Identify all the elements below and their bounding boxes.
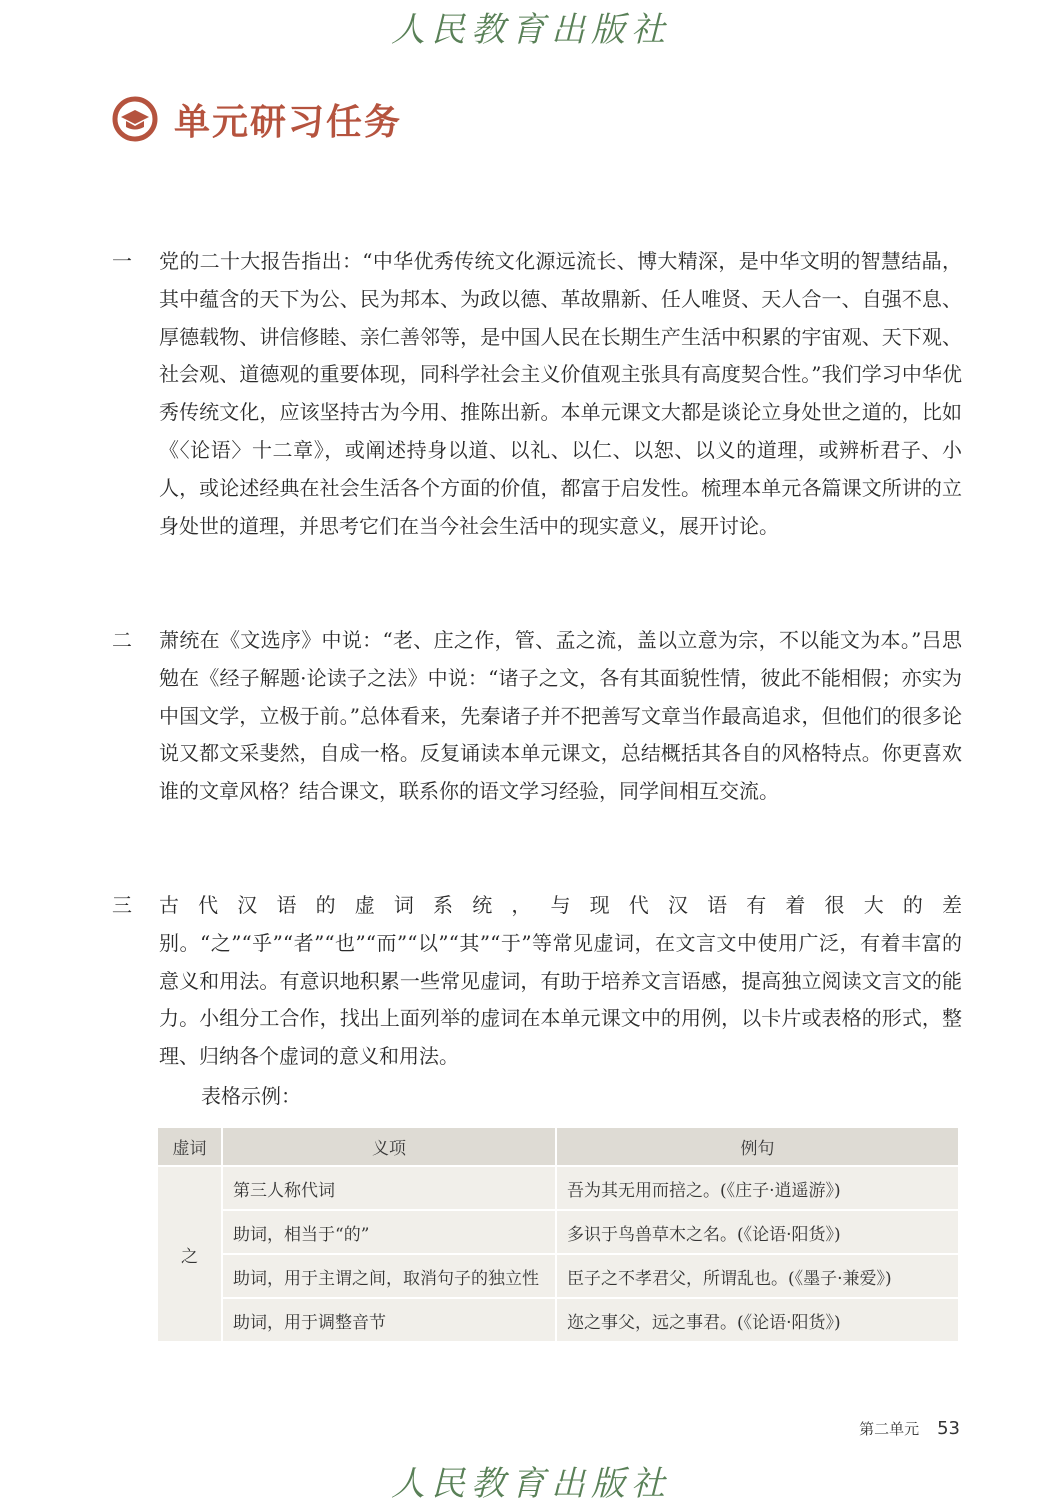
task-text: 党的二十大报告指出：“中华优秀传统文化源远流长、博大精深，是中华文明的智慧结晶，其中蕴含的天下为公、民为邦本、为政以德、革故鼎新、任人唯贤、天人合一、自强不息、厚德载物、讲信修睦、亲仁善邻等，是中国人民在长期生产生活中积累的宇宙观、天下观、社会观、道德观的重要体现，同科学社会主义价值观主张具有高度契合性。”我们学习中华优秀传统文化，应该坚持古为今用、推陈出新。本单元课文大都是谈论立身处世之道的，比如《〈论语〉十二章》，或阐述持身以道、以礼、以仁、以恕、以义的道理，或辨析君子、小人，或论述经典在社会生活各个方面的价值，都富于启发性。梳理本单元各篇课文所讲的立身处世的道理，并思考它们在当今社会生活中的现实意义，展开讨论。 — [159, 249, 962, 538]
page-footer — [859, 1418, 960, 1439]
example-cell: 臣子之不孝君父，所谓乱也。(《墨子·兼爱》) — [556, 1254, 958, 1298]
task-item — [112, 243, 962, 545]
task-number: 三 — [112, 893, 132, 917]
task-number: 二 — [112, 628, 132, 652]
task-text: 古代汉语的虚词系统，与现代汉语有着很大的差别。“之”“乎”“者”“也”“而”“以”“其”“于”等常见虚词，在文言文中使用广泛，有着丰富的意义和用法。有意识地积累一些常见虚词，有助于培养文言语感，提高独立阅读文言文的能力。小组分工合作，找出上面列举的虚词在本单元课文中的用例，以卡片或表格的形式，整理、归纳各个虚词的意义和用法。 — [159, 893, 962, 1069]
example-cell: 吾为其无用而掊之。(《庄子·逍遥游》) — [556, 1166, 958, 1210]
section-title: 单元研习任务 — [174, 101, 403, 143]
task-item — [112, 887, 962, 1076]
table-row — [158, 1166, 958, 1210]
example-label: 表格示例： — [201, 1084, 301, 1108]
task-item — [112, 622, 962, 811]
table-header-row — [158, 1128, 958, 1166]
meaning-cell: 第三人称代词 — [222, 1166, 556, 1210]
section-heading — [112, 94, 402, 144]
meaning-cell: 助词，相当于“的” — [222, 1210, 556, 1254]
publisher-logo-top: 人民教育出版社 — [391, 10, 671, 50]
table-header-meaning: 义项 — [222, 1128, 556, 1166]
table-row — [158, 1298, 958, 1342]
example-cell: 迩之事父，远之事君。(《论语·阳货》) — [556, 1298, 958, 1342]
table-row — [158, 1254, 958, 1298]
graduation-cap-icon — [112, 96, 158, 142]
table-row — [158, 1210, 958, 1254]
task-text: 萧统在《文选序》中说：“老、庄之作，管、孟之流，盖以立意为宗，不以能文为本。”吕思勉在《经子解题·论读子之法》中说：“诸子之文，各有其面貌性情，彼此不能相假；亦实为中国文学，立极于前。”总体看来，先秦诸子并不把善写文章当作最高追求，但他们的很多论说又都文采斐然，自成一格。反复诵读本单元课文，总结概括其各自的风格特点。你更喜欢谁的文章风格？结合课文，联系你的语文学习经验，同学间相互交流。 — [159, 628, 962, 804]
page-number: 53 — [937, 1418, 960, 1439]
example-cell: 多识于鸟兽草木之名。(《论语·阳货》) — [556, 1210, 958, 1254]
publisher-logo-bottom: 人民教育出版社 — [391, 1464, 671, 1504]
unit-label: 第二单元 — [859, 1420, 920, 1438]
function-word-table — [158, 1128, 958, 1343]
task-number: 一 — [112, 249, 132, 273]
table-header-word: 虚词 — [158, 1128, 222, 1166]
table-header-example: 例句 — [556, 1128, 958, 1166]
meaning-cell: 助词，用于主谓之间，取消句子的独立性 — [222, 1254, 556, 1298]
meaning-cell: 助词，用于调整音节 — [222, 1298, 556, 1342]
function-word-cell: 之 — [158, 1166, 222, 1342]
